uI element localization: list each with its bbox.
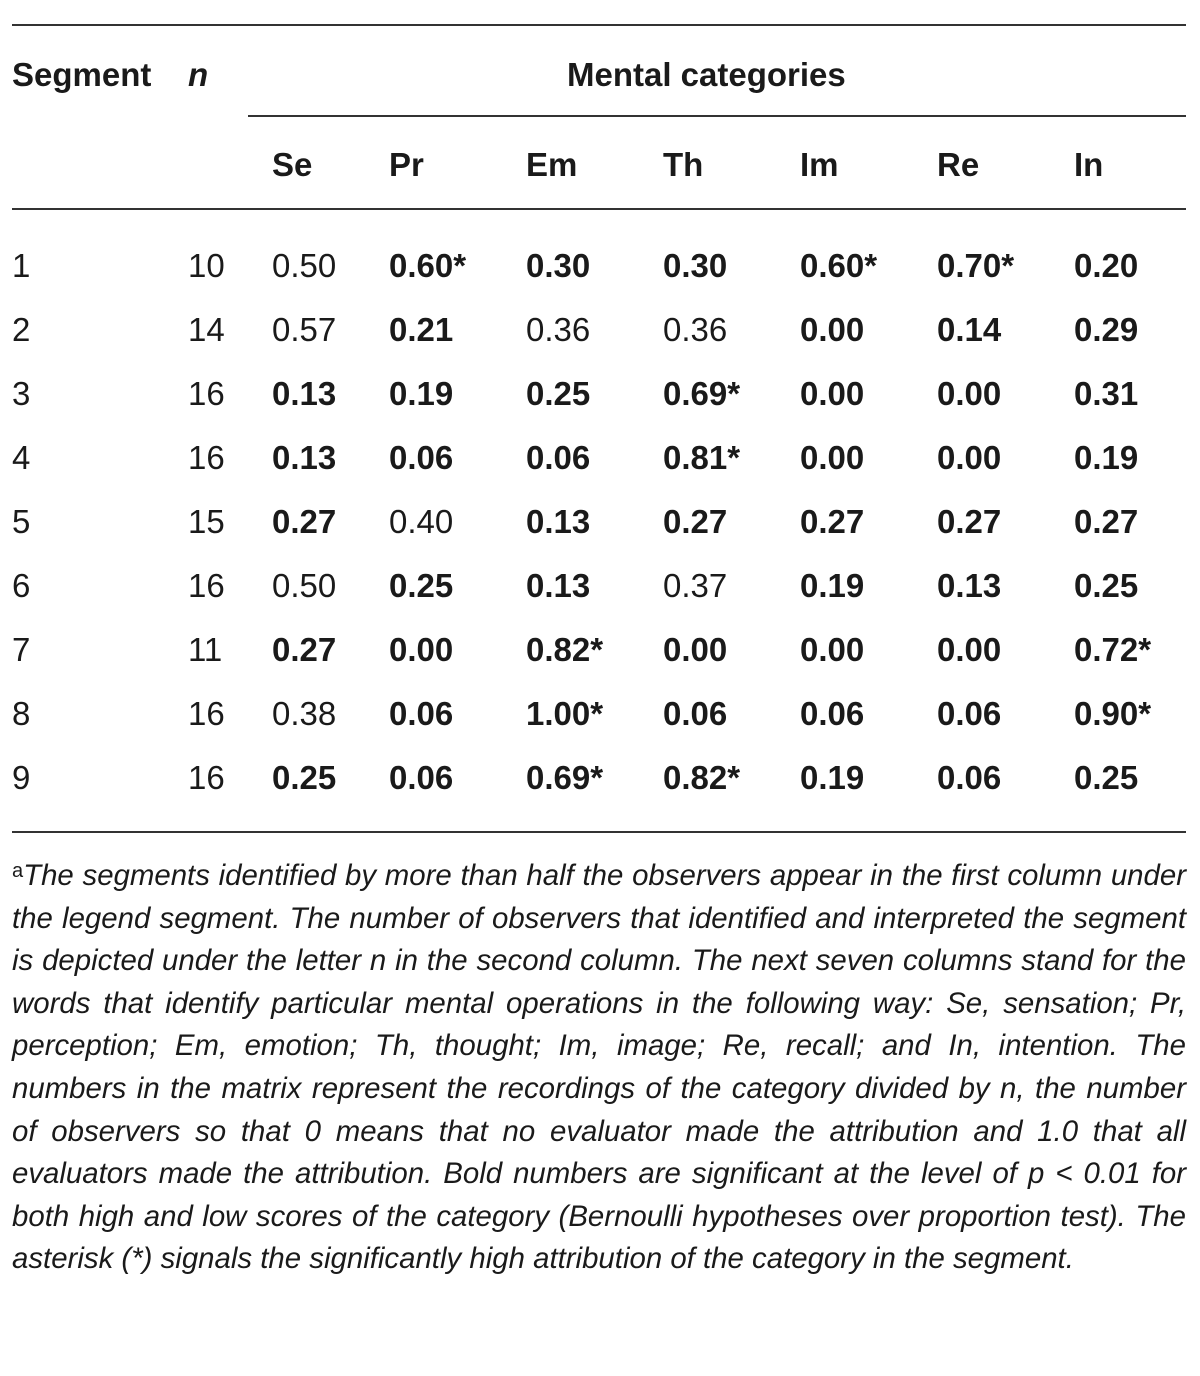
value-cell-in: 0.20 [1074,247,1139,284]
value-cell-re: 0.14 [937,311,1002,348]
value-cell-re: 0.00 [937,439,1002,476]
value-cell-pr: 0.40 [389,503,454,540]
value-cell-in: 0.31 [1074,375,1139,412]
table-footnote [12,855,1186,1281]
value-cell-th: 0.30 [663,247,728,284]
value-cell-pr: 0.60* [389,247,467,284]
table-row [0,438,1200,502]
value-cell-re: 0.00 [937,375,1002,412]
value-cell-in: 0.29 [1074,311,1139,348]
value-cell-se: 0.13 [272,439,337,476]
n-cell: 16 [188,759,225,796]
value-cell-th: 0.81* [663,439,741,476]
n-cell: 15 [188,503,225,540]
n-cell: 14 [188,311,225,348]
value-cell-th: 0.27 [663,503,728,540]
value-cell-em: 0.30 [526,247,591,284]
segment-cell: 7 [12,631,31,668]
value-cell-pr: 0.19 [389,375,454,412]
value-cell-re: 0.27 [937,503,1002,540]
category-span-rule [248,115,1186,117]
value-cell-em: 0.69* [526,759,604,796]
segment-header: Segment [12,56,152,93]
value-cell-in: 0.90* [1074,695,1152,732]
n-cell: 16 [188,375,225,412]
value-cell-em: 0.25 [526,375,591,412]
segment-cell: 1 [12,247,31,284]
table-top-rule [12,24,1186,26]
value-cell-in: 0.25 [1074,759,1139,796]
value-cell-th: 0.37 [663,567,728,604]
value-cell-se: 0.27 [272,503,337,540]
value-cell-in: 0.72* [1074,631,1152,668]
value-cell-in: 0.25 [1074,567,1139,604]
value-cell-em: 1.00* [526,695,604,732]
value-cell-se: 0.27 [272,631,337,668]
segment-cell: 2 [12,311,31,348]
value-cell-th: 0.82* [663,759,741,796]
value-cell-pr: 0.00 [389,631,454,668]
column-header-re: Re [937,146,980,183]
table-bottom-rule [12,831,1186,833]
table-row [0,630,1200,694]
footnote-text: The segments identified by more than half the observers appear in the first column under the legend segment. The number of observers that identified and interpreted the segment is depicted under the letter n in the second column. The next seven columns stand for the words that identify particular mental operations in the following way: Se, sensation; Pr, perception; Em, emotion; Th, thought; Im, image; Re, recall; and In, intention. The numbers in the matrix represent the recordings of the category divided by n, the number of observers so that 0 means that no evaluator made the attribution and 1.0 that all evaluators made the attribution. Bold numbers are significant at the level of p < 0.01 for both high and low scores of the category (Bernoulli hypotheses over proportion test). The asterisk (*) signals the significantly high attribution of the category in the segment. [12,859,1186,1276]
value-cell-em: 0.13 [526,567,591,604]
table-row [0,246,1200,310]
n-cell: 10 [188,247,225,284]
column-header-im: Im [800,146,839,183]
value-cell-em: 0.06 [526,439,591,476]
value-cell-th: 0.69* [663,375,741,412]
n-cell: 16 [188,567,225,604]
n-cell: 16 [188,439,225,476]
value-cell-re: 0.06 [937,695,1002,732]
value-cell-em: 0.36 [526,311,591,348]
value-cell-pr: 0.06 [389,439,454,476]
segment-cell: 5 [12,503,31,540]
column-header-se: Se [272,146,313,183]
value-cell-im: 0.00 [800,311,865,348]
value-cell-se: 0.57 [272,311,337,348]
n-cell: 11 [188,631,223,668]
value-cell-im: 0.60* [800,247,878,284]
value-cell-se: 0.50 [272,247,337,284]
value-cell-in: 0.27 [1074,503,1139,540]
value-cell-im: 0.27 [800,503,865,540]
value-cell-em: 0.82* [526,631,604,668]
value-cell-re: 0.70* [937,247,1015,284]
table-row [0,694,1200,758]
value-cell-im: 0.19 [800,759,865,796]
header-bottom-rule [12,208,1186,210]
segment-cell: 6 [12,567,31,604]
value-cell-pr: 0.25 [389,567,454,604]
table-row [0,310,1200,374]
segment-cell: 4 [12,439,31,476]
table-row [0,502,1200,566]
value-cell-em: 0.13 [526,503,591,540]
segment-cell: 3 [12,375,31,412]
value-cell-se: 0.38 [272,695,337,732]
value-cell-re: 0.13 [937,567,1002,604]
mental-categories-header: Mental categories [567,56,846,93]
value-cell-in: 0.19 [1074,439,1139,476]
value-cell-im: 0.00 [800,631,865,668]
column-header-th: Th [663,146,704,183]
table-row [0,374,1200,438]
column-header-in: In [1074,146,1104,183]
column-header-em: Em [526,146,578,183]
value-cell-re: 0.06 [937,759,1002,796]
value-cell-im: 0.19 [800,567,865,604]
n-header: n [188,56,209,93]
value-cell-pr: 0.06 [389,695,454,732]
value-cell-pr: 0.06 [389,759,454,796]
value-cell-se: 0.13 [272,375,337,412]
value-cell-im: 0.00 [800,439,865,476]
value-cell-se: 0.50 [272,567,337,604]
value-cell-im: 0.06 [800,695,865,732]
value-cell-th: 0.00 [663,631,728,668]
segment-cell: 8 [12,695,31,732]
column-header-pr: Pr [389,146,424,183]
n-cell: 16 [188,695,225,732]
value-cell-se: 0.25 [272,759,337,796]
table-row [0,566,1200,630]
value-cell-im: 0.00 [800,375,865,412]
table-row [0,758,1200,822]
segment-cell: 9 [12,759,31,796]
value-cell-th: 0.36 [663,311,728,348]
footnote-marker: a [12,860,24,882]
value-cell-pr: 0.21 [389,311,454,348]
value-cell-th: 0.06 [663,695,728,732]
value-cell-re: 0.00 [937,631,1002,668]
